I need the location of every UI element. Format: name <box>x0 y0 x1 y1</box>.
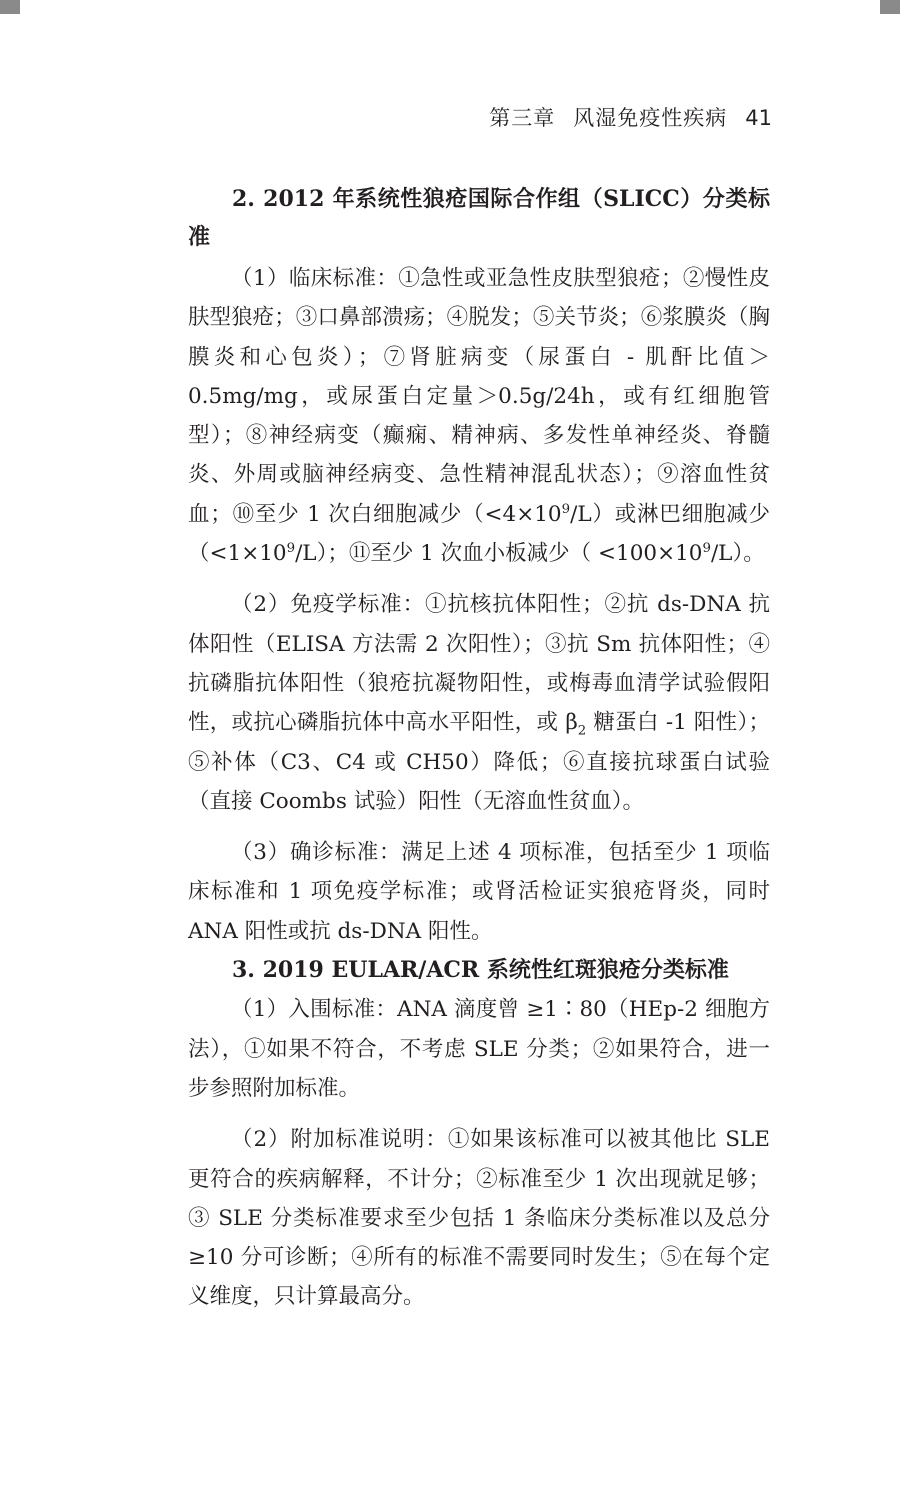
wbc-threshold: （<4×10 <box>462 501 562 527</box>
exponent: 9 <box>702 540 711 556</box>
crop-mark-right <box>880 0 900 14</box>
chapter-label: 第三章 <box>489 106 556 130</box>
crop-mark-left <box>0 0 20 14</box>
section-3-heading: 3. 2019 EULAR/ACR 系统性红斑狼疮分类标准 <box>232 957 729 984</box>
section-2-heading: 2. 2012 年系统性狼疮国际合作组（SLICC）分类标准 <box>188 186 770 250</box>
clinical-criteria-text: （1）临床标准：①急性或亚急性皮肤型狼疮；②慢性皮肤型狼疮；③口鼻部溃疡；④脱发；⑤关节炎；⑥浆膜炎（胸膜炎和心包炎）；⑦肾脏病变（尿蛋白 - 肌酐比值＞0.5mg/mg，或尿蛋白定量＞0.5g/24h，或有红细胞管型）；⑧神经病变（癫痫、精神病、多发性单神经炎、脊髓炎、外周或脑神经病变、急性精神混乱状态）；⑨溶血性贫血；⑩至少 1 次白细胞减少 <box>188 266 770 527</box>
running-header <box>489 104 772 132</box>
immunology-criteria-text: （2）免疫学标准：①抗核抗体阳性；②抗 ds-DNA 抗体阳性（ELISA 方法需 2 次阳性）；③抗 Sm 抗体阳性；④抗磷脂抗体阳性（狼疮抗凝物阳性，或梅毒血清学试验假阳性，或抗心磷脂抗体中高水平阳性，或 β <box>188 592 770 736</box>
immunology-criteria-paragraph <box>188 585 770 821</box>
page-body <box>188 180 770 1317</box>
additive-criteria-paragraph: （2）附加标准说明：①如果该标准可以被其他比 SLE 更符合的疾病解释，不计分；②标准至少 1 次出现就足够；③ SLE 分类标准要求至少包括 1 条临床分类标准以及总分 ≥10 分可诊断；④所有的标准不需要同时发生；⑤在每个定义维度，只计算最高分。 <box>188 1127 770 1310</box>
exponent: 9 <box>286 540 296 556</box>
diagnosis-criteria-paragraph: （3）确诊标准：满足上述 4 项标准，包括至少 1 项临床标准和 1 项免疫学标准；或肾活检证实狼疮肾炎，同时 ANA 阳性或抗 ds-DNA 阳性。 <box>188 840 770 944</box>
lymphocyte-threshold: /L）或淋巴细胞减少（<1×10 <box>188 501 770 567</box>
paragraph-end: /L）。 <box>710 541 765 567</box>
clinical-criteria-paragraph <box>188 259 770 573</box>
exponent: 9 <box>561 501 571 517</box>
entry-criteria-paragraph: （1）入围标准：ANA 滴度曾 ≥1∶80（HEp-2 细胞方法），①如果不符合，不考虑 SLE 分类；②如果符合，进一步参照附加标准。 <box>188 997 770 1101</box>
platelet-threshold: /L）；⑪至少 1 次血小板减少（ <100×10 <box>295 541 703 567</box>
chapter-title: 风湿免疫性疾病 <box>573 106 728 130</box>
subscript: 2 <box>577 723 587 739</box>
page-number: 41 <box>745 106 772 130</box>
immunology-criteria-text-end: 糖蛋白 -1 阳性）；⑤补体（C3、C4 或 CH50）降低；⑥直接抗球蛋白试验（直接 Coombs 试验）阳性（无溶血性贫血）。 <box>188 710 770 814</box>
